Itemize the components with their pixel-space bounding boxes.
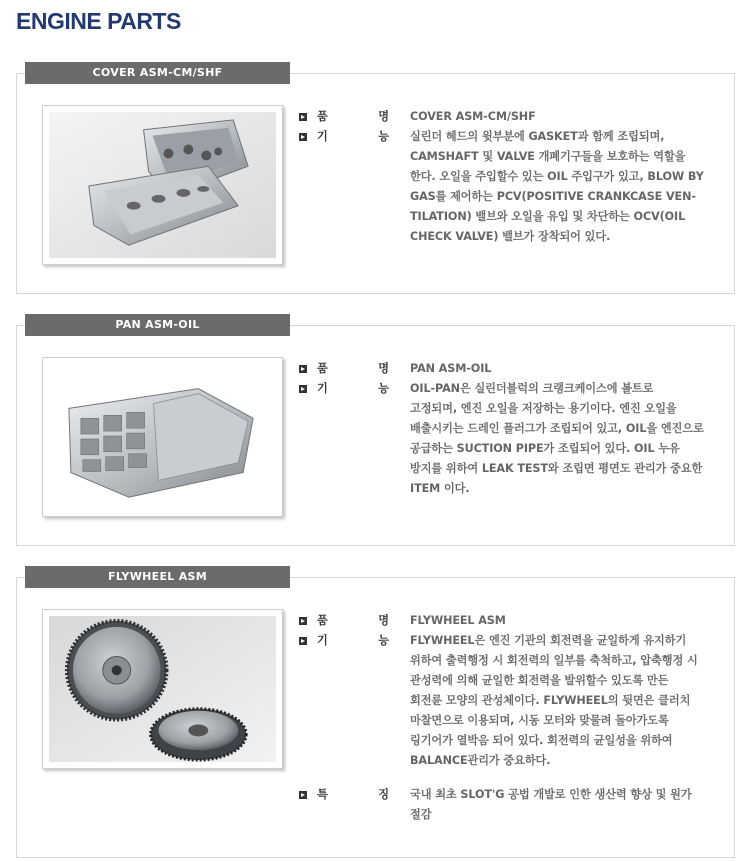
spec-label: 기 능 xyxy=(317,634,389,647)
spec-feature-row xyxy=(299,785,729,825)
spec-function-row xyxy=(299,379,729,499)
section-flywheel-asm xyxy=(16,570,735,858)
spec-label: 품 명 xyxy=(317,614,389,627)
spec-block xyxy=(299,107,729,247)
cover-asm-photo xyxy=(49,112,276,258)
flywheel-photo xyxy=(49,616,276,762)
arrow-bullet-icon xyxy=(299,365,307,373)
spec-label: 품 명 xyxy=(317,110,389,123)
spec-name-value: PAN ASM-OIL xyxy=(410,362,492,375)
spec-name-value: FLYWHEEL ASM xyxy=(410,614,506,627)
product-photo-frame xyxy=(42,609,283,769)
oil-pan-photo xyxy=(49,364,276,510)
arrow-bullet-icon xyxy=(299,133,307,141)
section-tab: COVER ASM-CM/SHF xyxy=(25,62,290,84)
arrow-bullet-icon xyxy=(299,385,307,393)
spec-function-text: OIL-PAN은 실린더블럭의 크랭크케이스에 볼트로 고정되며, 엔진 오일을 저장하는 용기이다. 엔진 오일을 배출시키는 드레인 플러그가 조립되어 있고, OIL을 엔진으로 공급하는 SUCTION PIPE가 조립되어 있다. OIL 누유 방지를 위하여 LEAK TEST와 조립면 평면도 관리가 중요한 ITEM 이다. xyxy=(410,382,704,495)
arrow-bullet-icon xyxy=(299,637,307,645)
spec-label: 특 징 xyxy=(317,788,389,801)
arrow-bullet-icon xyxy=(299,113,307,121)
section-tab: FLYWHEEL ASM xyxy=(25,566,290,588)
section-tab: PAN ASM-OIL xyxy=(25,314,290,336)
spec-feature-text: 국내 최초 SLOT'G 공법 개발로 인한 생산력 향상 및 원가 절감 xyxy=(410,788,692,821)
spec-name-value: COVER ASM-CM/SHF xyxy=(410,110,536,123)
spec-name-row xyxy=(299,611,729,631)
spec-label: 기 능 xyxy=(317,382,389,395)
arrow-bullet-icon xyxy=(299,791,307,799)
spec-function-text: FLYWHEEL은 엔진 기관의 회전력을 균일하게 유지하기 위하여 출력행정 시 회전력의 일부를 축척하고, 압축행정 시 관성력에 의해 균일한 회전력을 발위할수 있도록 만든 회전륜 모양의 관성체이다. FLYWHEEL의 뒷면은 클러치 마찰면으로 이용되며, 시동 모터와 맞물려 돌아가도록 링기어가 열박음 되어 있다. 회전력의 균일성을 위하여 BALANCE관리가 중요하다. xyxy=(410,634,698,767)
spec-label: 기 능 xyxy=(317,130,389,143)
section-cover-asm xyxy=(16,66,735,294)
section-pan-asm xyxy=(16,318,735,546)
spec-name-row xyxy=(299,359,729,379)
spec-function-text: 실린더 헤드의 윗부분에 GASKET과 함께 조립되며, CAMSHAFT 및 VALVE 개폐기구들을 보호하는 역할을 한다. 오일을 주입할수 있는 OIL 주입구가 있고, BLOW BY GAS를 제어하는 PCV(POSITIVE CRANKCASE VEN- TILATION) 밸브와 오일을 유입 및 차단하는 OCV(OIL CHECK VALVE) 밸브가 장착되어 있다. xyxy=(410,130,704,243)
spec-function-row xyxy=(299,127,729,247)
spec-name-row xyxy=(299,107,729,127)
product-photo-frame xyxy=(42,105,283,265)
arrow-bullet-icon xyxy=(299,617,307,625)
product-photo-frame xyxy=(42,357,283,517)
spec-function-row xyxy=(299,631,729,771)
spec-block xyxy=(299,359,729,499)
spec-label: 품 명 xyxy=(317,362,389,375)
spec-block xyxy=(299,611,729,825)
page-title: ENGINE PARTS xyxy=(16,8,181,34)
